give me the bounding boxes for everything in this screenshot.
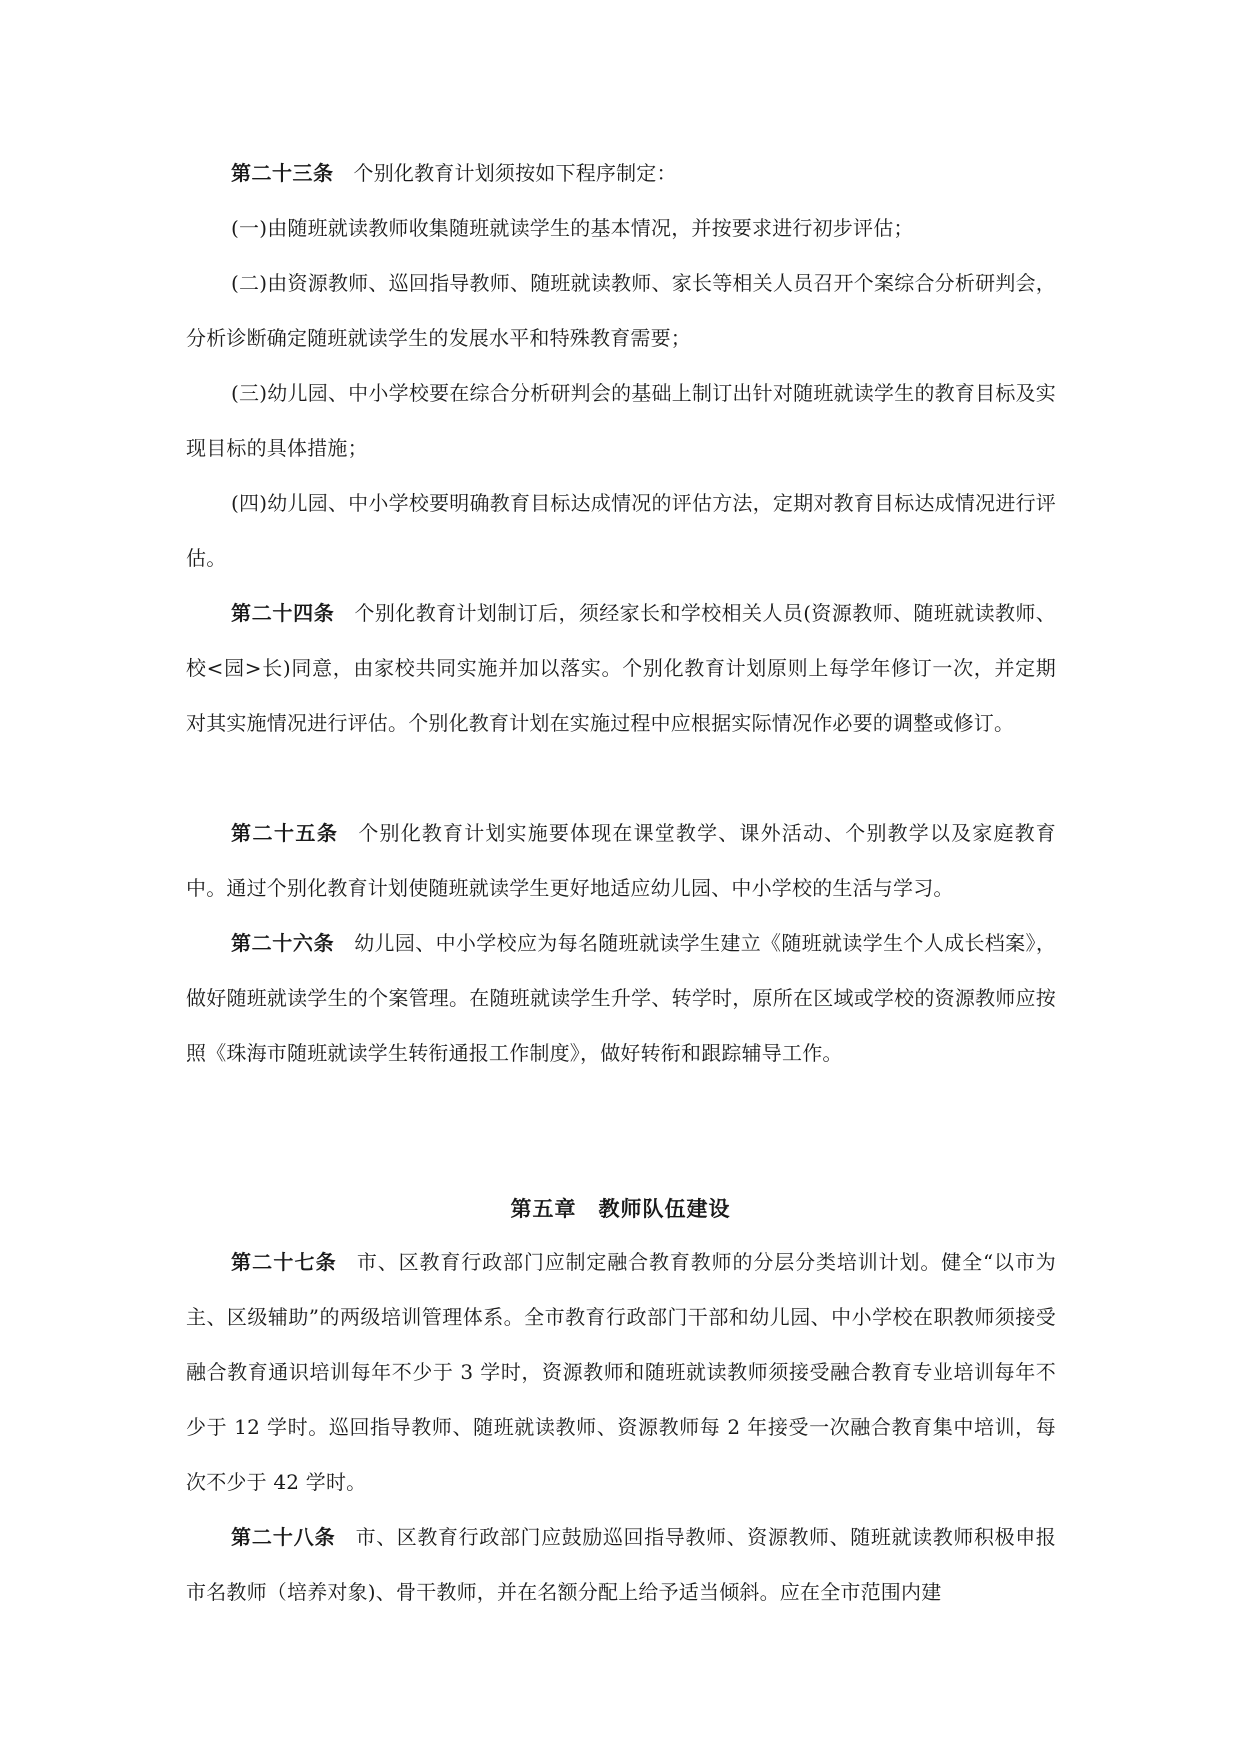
article-28: [186, 1510, 1056, 1620]
article-23-label: 第二十三条: [231, 161, 334, 185]
article-27-text: 市、区教育行政部门应制定融合教育教师的分层分类培训计划。健全“以市为主、区级辅助”的两级培训管理体系。全市教育行政部门干部和幼儿园、中小学校在职教师须接受融合教育通识培训每年不少于 3 学时，资源教师和随班就读教师须接受融合教育专业培训每年不少于 12 学时。巡回指导教师、随班就读教师、资源教师每 2 年接受一次融合教育集中培训，每次不少于 42 学时。: [186, 1250, 1057, 1494]
article-24-label: 第二十四条: [231, 601, 335, 625]
article-24: [186, 586, 1056, 751]
article-23-item-2: (二)由资源教师、巡回指导教师、随班就读教师、家长等相关人员召开个案综合分析研判会，分析诊断确定随班就读学生的发展水平和特殊教育需要；: [186, 271, 1056, 350]
article-23-item-4: (四)幼儿园、中小学校要明确教育目标达成情况的评估方法，定期对教育目标达成情况进行评估。: [186, 491, 1056, 570]
article-28-text: 市、区教育行政部门应鼓励巡回指导教师、资源教师、随班就读教师积极申报市名教师（培养对象)、骨干教师，并在名额分配上给予适当倾斜。应在全市范围内建: [186, 1525, 1057, 1604]
article-23-text: 个别化教育计划须按如下程序制定：: [353, 161, 677, 185]
article-26: [186, 916, 1056, 1081]
article-23-item-3: (三)幼儿园、中小学校要在综合分析研判会的基础上制订出针对随班就读学生的教育目标及实现目标的具体措施；: [186, 381, 1056, 460]
article-26-text: 幼儿园、中小学校应为每名随班就读学生建立《随班就读学生个人成长档案》，做好随班就读学生的个案管理。在随班就读学生升学、转学时，原所在区域或学校的资源教师应按照《珠海市随班就读学生转衔通报工作制度》，做好转衔和跟踪辅导工作。: [186, 931, 1057, 1065]
article-27-label: 第二十七条: [231, 1250, 337, 1274]
article-27: [186, 1235, 1056, 1510]
article-23: [186, 146, 1056, 201]
article-26-label: 第二十六条: [231, 931, 335, 955]
article-25-text: 个别化教育计划实施要体现在课堂教学、课外活动、个别教学以及家庭教育中。通过个别化教育计划使随班就读学生更好地适应幼儿园、中小学校的生活与学习。: [186, 821, 1056, 900]
article-25-label: 第二十五条: [231, 821, 339, 845]
chapter-title: 第五章 教师队伍建设: [510, 1196, 731, 1221]
article-25: [186, 806, 1056, 916]
article-23-item-1: (一)由随班就读教师收集随班就读学生的基本情况，并按要求进行初步评估；: [231, 216, 914, 240]
article-24-text: 个别化教育计划制订后，须经家长和学校相关人员(资源教师、随班就读教师、校<园>长)同意，由家校共同实施并加以落实。个别化教育计划原则上每学年修订一次，并定期对其实施情况进行评估。个别化教育计划在实施过程中应根据实际情况作必要的调整或修订。: [186, 601, 1057, 735]
article-28-label: 第二十八条: [231, 1525, 336, 1549]
